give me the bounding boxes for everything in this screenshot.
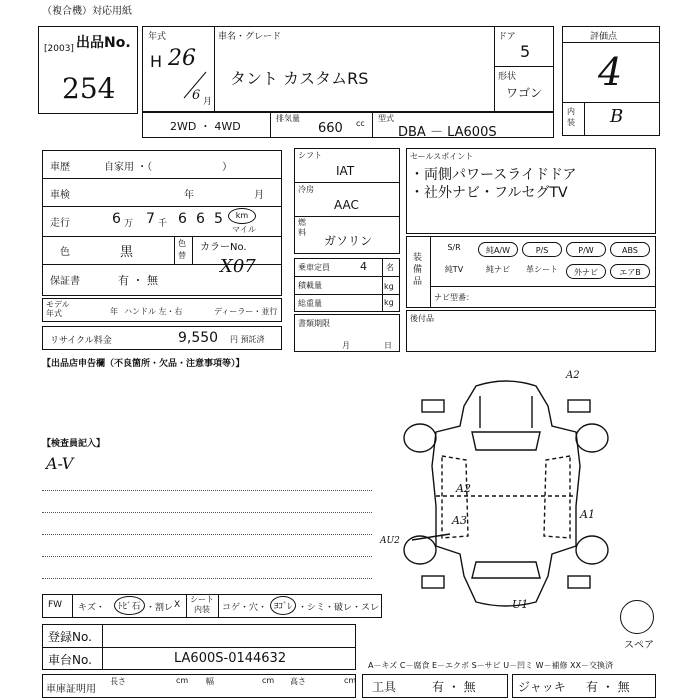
year-month-unit: 月 [203, 97, 213, 107]
jack-label: ジャッキ [518, 680, 566, 694]
equipment-option: 純A/W [478, 242, 518, 257]
legend-stain: ﾖｺﾞﾚ [270, 596, 296, 615]
aftermarket-box [406, 310, 656, 352]
color-value: 黒 [120, 245, 134, 260]
note-line [42, 490, 372, 491]
year-label: 年式 [148, 32, 167, 42]
score-value: 4 [598, 50, 623, 94]
damage-a2-top: A2 [566, 370, 580, 381]
shift-label: シフト [298, 151, 322, 160]
score-label: 評価点 [590, 32, 618, 42]
damage-a2-left: A2 [456, 482, 471, 495]
warranty-label: 保証書 [50, 276, 80, 287]
damage-u1-bottom: U1 [512, 598, 529, 611]
storage-height: 高さ [290, 677, 306, 686]
mileage-unit-mile: マイル [232, 225, 256, 234]
lot-label: 出品No. [76, 35, 131, 51]
weight-unit: kg [384, 298, 394, 307]
fuel-value: ガソリン [324, 234, 373, 248]
displacement-value: 660 [318, 121, 343, 136]
inspector-note: A-V [46, 454, 74, 473]
interior-label: 内装 [567, 107, 575, 127]
drive-value: 2WD ・ 4WD [170, 120, 241, 133]
storage-width: 幅 [206, 677, 214, 686]
inspection-label: 車検 [50, 190, 70, 201]
note-line [42, 578, 372, 579]
displacement-label: 排気量 [276, 114, 300, 123]
legend-x: X [174, 600, 181, 610]
storage-length-unit: cm [176, 676, 189, 685]
handle-value: ハンドル 左・右 [124, 307, 183, 316]
cancel-month-unit: 月 [342, 341, 350, 350]
tools-label: 工具 [372, 680, 397, 694]
chassis-label: 車台No. [48, 653, 92, 667]
history-label: 車歴 [50, 162, 70, 173]
mileage-u1: 万 [124, 219, 134, 229]
spare-icon [620, 600, 654, 634]
chassis-value: LA600S-0144632 [174, 651, 287, 666]
equipment-option: ABS [610, 242, 650, 257]
load-unit: kg [384, 282, 394, 291]
sales-line-2: ・社外ナビ・フルセグTV [410, 185, 568, 201]
capacity-value: 4 [360, 260, 367, 273]
model-year-unit: 年 [110, 307, 118, 316]
legend-crack: ・割レ [146, 603, 174, 613]
damage-a1-right: A1 [580, 508, 595, 521]
load-label: 積載量 [298, 281, 322, 290]
interior-value: B [610, 106, 624, 127]
ac-label: 冷房 [298, 185, 314, 194]
car-name-label: 車名・グレード [218, 32, 282, 42]
year-era: H [150, 52, 163, 71]
legend-burn: コゲ・穴・ [222, 603, 268, 613]
inspector-label: 【検査員記入】 [42, 439, 106, 449]
seller-notes-label: 【出品店申告欄（不良箇所・欠品・注意事項等）】 [42, 359, 245, 369]
damage-code-legend: A－キズ C－腐食 E－エクボ S－サビ U－凹ミ W－補修 XX－交換済 [368, 661, 614, 670]
storage-height-unit: cm [344, 676, 357, 685]
equipment-option: S/R [447, 243, 461, 252]
legend-seat: シート内装 [190, 595, 214, 614]
history-value: 自家用 ・（ ） [104, 162, 233, 173]
equipment-option: 革シート [526, 265, 558, 274]
weight-label: 総重量 [298, 299, 322, 308]
ac-value: AAC [334, 198, 359, 212]
equipment-option: 純TV [444, 265, 464, 274]
spare-label: スペア [624, 640, 654, 651]
car-name-value: タント カスタムRS [230, 69, 369, 88]
mileage-u2: 千 [158, 219, 168, 229]
sales-label: セールスポイント [410, 152, 474, 161]
equipment-option: 外ナビ [566, 264, 606, 279]
mileage-label: 走行 [50, 218, 70, 229]
mileage-d3: 6 [178, 211, 187, 227]
legend-stone-chip: ﾄﾋﾞ石 [114, 596, 145, 615]
shape-value: ワゴン [506, 86, 543, 100]
navi-model-label: ナビ型番： [434, 293, 474, 302]
form-subtitle: （複合機）対応用紙 [42, 6, 132, 17]
equipment-option: P/W [566, 242, 606, 257]
equipment-option: エアB [610, 264, 650, 279]
mileage-d5: 5 [214, 211, 223, 227]
displacement-unit: cc [356, 119, 365, 128]
lot-code: [2003] [44, 44, 74, 54]
sales-line-1: ・両側パワースライドドア [410, 167, 577, 183]
registration-label: 登録No. [48, 630, 92, 644]
warranty-value: 有 ・ 無 [118, 274, 158, 287]
note-line [42, 556, 372, 557]
year-slash [180, 70, 210, 100]
jack-value: 有 ・ 無 [586, 680, 630, 694]
shift-value: IAT [336, 164, 355, 178]
damage-a3: A3 [452, 514, 467, 527]
equipment-label: 装備品 [413, 253, 423, 287]
inspection-year-unit: 年 [184, 190, 194, 201]
equipment-option: P/S [522, 242, 562, 257]
color-code-value: X07 [220, 256, 256, 277]
tools-value: 有 ・ 無 [432, 680, 476, 694]
lot-number: 254 [62, 72, 116, 105]
model-value: DBA － LA600S [398, 125, 497, 140]
damage-au2: AU2 [380, 536, 400, 546]
mileage-d4: 6 [196, 211, 205, 227]
cancel-label: 書類期限 [298, 319, 330, 328]
color-label: 色 [60, 247, 70, 258]
mileage-d1: 6 [112, 211, 121, 227]
aftermarket-label: 後付品 [410, 314, 434, 323]
legend-scratch: キズ・ [78, 603, 105, 613]
fuel-label: 燃料 [298, 218, 306, 237]
legend-fw: FW [48, 600, 63, 610]
legend-tear: ・シミ・破レ・スレ [298, 603, 380, 613]
equipment-option: 純ナビ [486, 265, 510, 274]
capacity-label: 乗車定員 [298, 263, 330, 272]
shape-label: 形状 [498, 72, 517, 82]
door-label: ドア [498, 32, 516, 42]
repaint-label: 色替 [178, 239, 186, 260]
inspection-month-unit: 月 [254, 190, 264, 201]
recycle-unit: 円 預託済 [230, 335, 265, 344]
year-value: 26 [168, 46, 196, 71]
recycle-label: リサイクル料金 [50, 336, 112, 346]
dealer-value: ディーラー・並行 [214, 307, 278, 316]
mileage-unit-km: km [228, 208, 256, 224]
car-damage-diagram [376, 366, 636, 616]
note-line [42, 534, 372, 535]
year-month: 6 [192, 88, 201, 103]
equipment-options [434, 240, 654, 282]
cancel-day-unit: 日 [384, 341, 392, 350]
capacity-unit: 名 [386, 263, 394, 272]
storage-length: 長さ [110, 677, 126, 686]
note-line [42, 512, 372, 513]
model-year-label: モデル年式 [46, 300, 70, 318]
mileage-d2: 7 [146, 211, 155, 227]
storage-label: 車庫証明用 [46, 684, 96, 695]
door-value: 5 [520, 42, 531, 61]
color-code-label: カラーNo. [200, 242, 247, 253]
recycle-value: 9,550 [178, 330, 219, 346]
storage-width-unit: cm [262, 676, 275, 685]
model-label: 型式 [378, 114, 394, 123]
